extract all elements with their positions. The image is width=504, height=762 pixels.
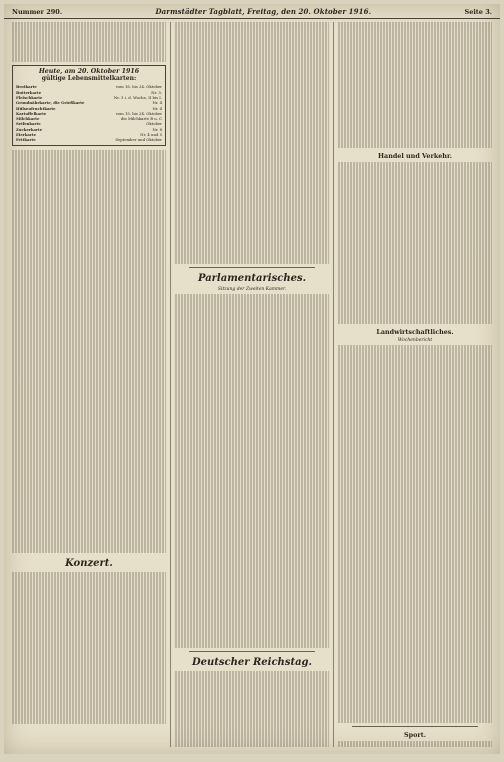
parlament-heading: Parlamentarisches. xyxy=(197,273,307,285)
page-number: Seite 3. xyxy=(464,7,492,16)
column-1 xyxy=(8,22,171,747)
ration-box-subtitle: gültige Lebensmittelkarten: xyxy=(41,75,137,83)
ration-item: Hülsenfruchtkarte xyxy=(16,105,56,111)
article-text xyxy=(12,150,166,554)
ration-item: Seifenkarte xyxy=(16,121,41,127)
ration-value: Nr. 8 xyxy=(152,126,162,132)
ration-item: Zuckerkarte xyxy=(16,126,43,132)
ration-value: Nr. 4 xyxy=(152,105,162,111)
ration-item: Grundnährkarte, die Grießkarte xyxy=(16,100,85,106)
ration-item: Butterkarte xyxy=(16,89,42,95)
article-text xyxy=(338,162,492,324)
parlament-subheading: Sitzung der Zweiten Kammer. xyxy=(217,287,287,293)
ration-box-title: Heute, am 20. Oktober 1916 xyxy=(38,68,140,76)
ration-value: vom 15. bis 24. Oktober xyxy=(115,110,162,116)
article-text xyxy=(12,572,166,723)
ration-value: Nr. 4 und 5 xyxy=(140,132,162,138)
ration-value: Oktober xyxy=(146,121,162,127)
newspaper-page xyxy=(4,4,500,754)
ration-value: September und Oktober xyxy=(115,137,162,143)
ration-value: Nr. 4 xyxy=(152,100,162,106)
newspaper-title: Darmstädter Tagblatt, Freitag, den 20. Oktober 1916. xyxy=(155,7,372,16)
ration-cards-box xyxy=(12,65,166,145)
ration-row xyxy=(16,137,162,142)
ration-item: Fettkarte xyxy=(16,137,36,143)
article-text xyxy=(338,345,492,724)
sport-heading: Sport. xyxy=(404,731,426,740)
ration-item: Fleischkarte xyxy=(16,94,43,100)
article-text xyxy=(338,741,492,747)
column-3 xyxy=(334,22,496,747)
column-2 xyxy=(171,22,334,747)
ration-value: vom 16. bis 24. Oktober xyxy=(115,84,162,90)
ration-item: Eierkarte xyxy=(16,132,37,138)
ration-item: Milchkarte xyxy=(16,116,40,122)
ration-value: Nr. 3. xyxy=(151,89,162,95)
article-text xyxy=(175,294,329,647)
land-heading: Landwirtschaftliches. xyxy=(376,327,454,336)
land-subheading: Wochenbericht xyxy=(397,337,433,343)
ration-item: Kartoffelkarte xyxy=(16,110,47,116)
article-text xyxy=(12,22,166,62)
ration-value: Nr. 3 i. d. Woche, II bis I. xyxy=(113,94,162,100)
issue-number: Nummer 290. xyxy=(12,7,63,16)
ration-value: die Milchkarte B u. C xyxy=(120,116,162,122)
konzert-heading: Konzert. xyxy=(65,558,113,570)
article-text xyxy=(175,22,329,264)
ration-item: Brotkarte xyxy=(16,84,37,90)
handel-heading: Handel und Verkehr. xyxy=(378,152,452,161)
masthead xyxy=(4,4,500,19)
article-text xyxy=(338,22,492,148)
ration-list xyxy=(16,84,162,142)
article-text xyxy=(175,671,329,747)
reichstag-heading: Deutscher Reichstag. xyxy=(191,656,313,668)
